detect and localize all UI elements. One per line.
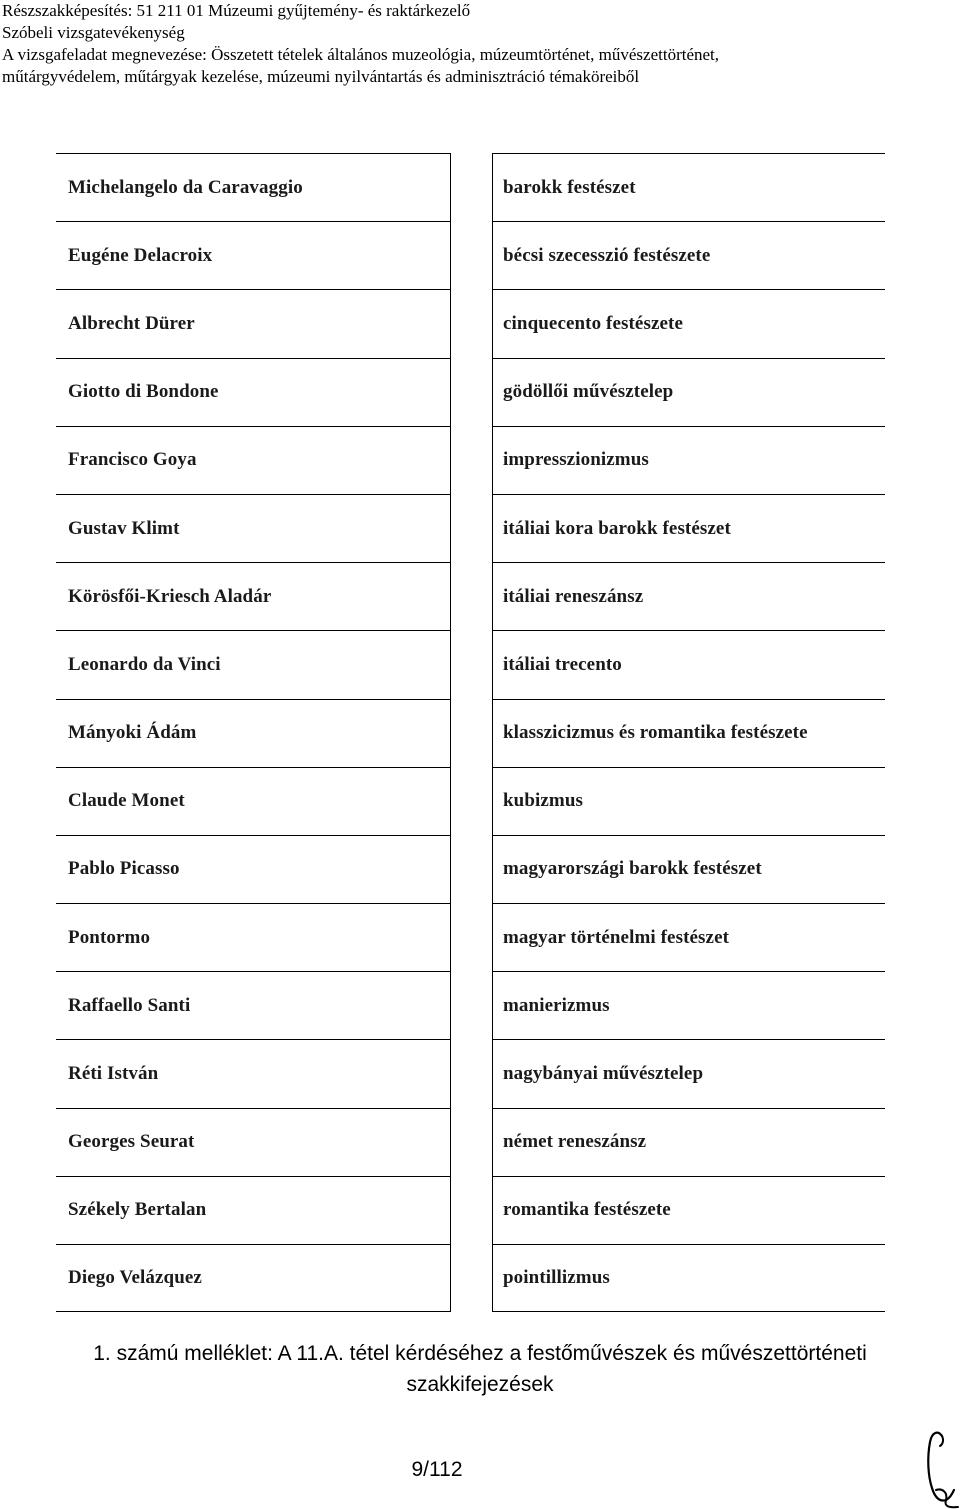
header-task-title-cont: műtárgyvédelem, műtárgyak kezelése, múzeumi nyilvántartás és adminisztráció témaköreiből xyxy=(2,67,640,86)
artist-row: Pablo Picasso xyxy=(56,835,451,903)
term-row: impresszionizmus xyxy=(492,426,885,494)
term-row: bécsi szecesszió festészete xyxy=(492,221,885,289)
artist-row: Georges Seurat xyxy=(56,1108,451,1176)
artist-row: Claude Monet xyxy=(56,767,451,835)
term-row: pointillizmus xyxy=(492,1244,885,1312)
artist-row: Eugéne Delacroix xyxy=(56,221,451,289)
artist-row: Francisco Goya xyxy=(56,426,451,494)
term-row: nagybányai művésztelep xyxy=(492,1039,885,1107)
page-number: 9/112 xyxy=(411,1458,463,1481)
term-row: gödöllői művésztelep xyxy=(492,358,885,426)
header-qualification: Részszakképesítés: 51 211 01 Múzeumi gyűjtemény- és raktárkezelő xyxy=(2,1,471,20)
artist-row: Réti István xyxy=(56,1039,451,1107)
term-row: itáliai trecento xyxy=(492,630,885,698)
term-row: német reneszánsz xyxy=(492,1108,885,1176)
header-task-title: A vizsgafeladat megnevezése: Összetett tételek általános muzeológia, múzeumtörténet, művészettörténet, xyxy=(2,45,720,64)
signature-mark xyxy=(918,1428,960,1509)
artist-row: Gustav Klimt xyxy=(56,494,451,562)
term-row: itáliai reneszánsz xyxy=(492,562,885,630)
terms-table xyxy=(492,153,885,1312)
term-row: romantika festészete xyxy=(492,1176,885,1244)
term-row: magyar történelmi festészet xyxy=(492,903,885,971)
caption-line-1: 1. számú melléklet: A 11.A. tétel kérdéséhez a festőművészek és művészettörténeti xyxy=(93,1342,867,1365)
term-row: barokk festészet xyxy=(492,153,885,221)
term-row: magyarországi barokk festészet xyxy=(492,835,885,903)
artist-row: Körösfői-Kriesch Aladár xyxy=(56,562,451,630)
term-row: manierizmus xyxy=(492,971,885,1039)
header-exam-type: Szóbeli vizsgatevékenység xyxy=(2,23,185,42)
artist-row: Raffaello Santi xyxy=(56,971,451,1039)
appendix-caption xyxy=(0,1338,960,1400)
term-row: cinquecento festészete xyxy=(492,289,885,357)
term-row: itáliai kora barokk festészet xyxy=(492,494,885,562)
artist-row: Mányoki Ádám xyxy=(56,699,451,767)
artist-row: Albrecht Dürer xyxy=(56,289,451,357)
term-row: klasszicizmus és romantika festészete xyxy=(492,699,885,767)
document-header xyxy=(0,0,960,88)
artist-row: Giotto di Bondone xyxy=(56,358,451,426)
caption-line-2: szakkifejezések xyxy=(406,1373,554,1396)
artist-row: Székely Bertalan xyxy=(56,1176,451,1244)
artist-row: Diego Velázquez xyxy=(56,1244,451,1312)
artist-row: Michelangelo da Caravaggio xyxy=(56,153,451,221)
artist-row: Pontormo xyxy=(56,903,451,971)
artists-table xyxy=(56,153,451,1312)
term-row: kubizmus xyxy=(492,767,885,835)
artist-row: Leonardo da Vinci xyxy=(56,630,451,698)
